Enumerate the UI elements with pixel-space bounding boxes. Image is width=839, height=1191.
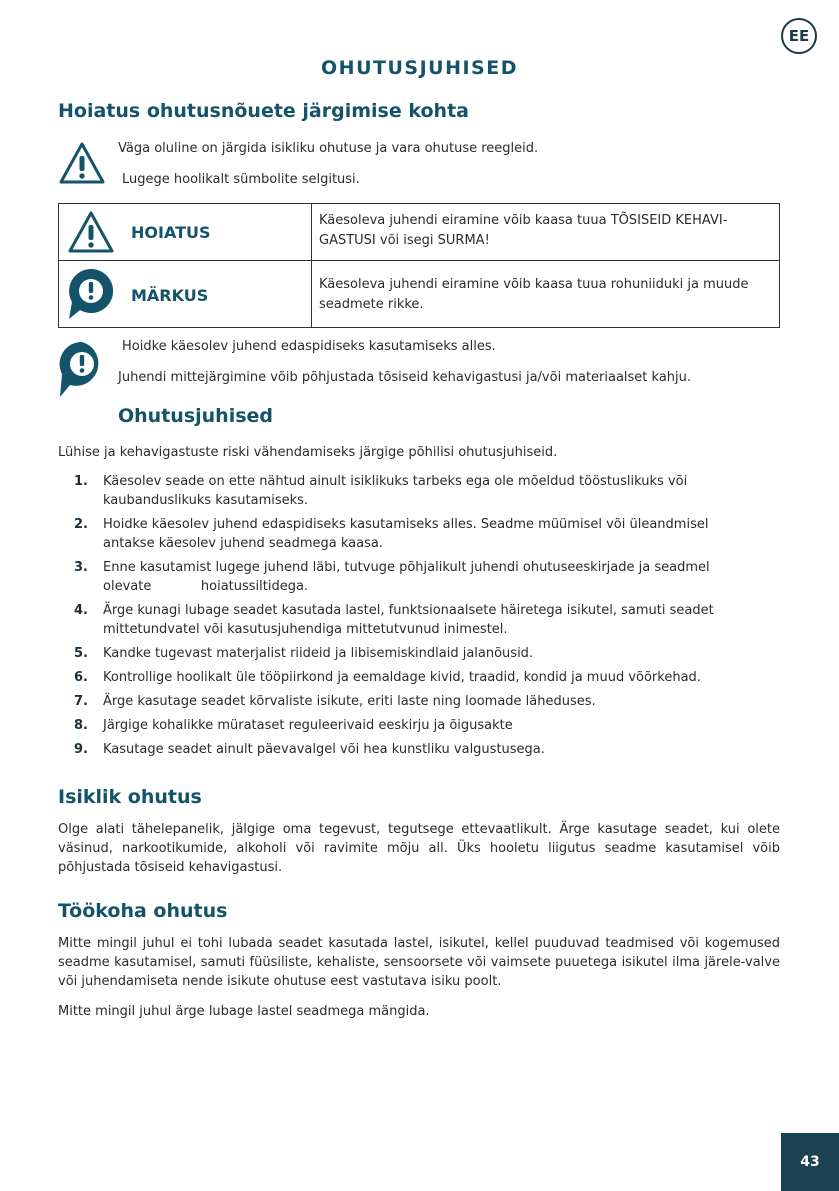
exclamation-bubble-icon xyxy=(67,267,115,321)
warning-line-2: Lugege hoolikalt sümbolite selgitusi. xyxy=(122,172,360,187)
item-text: Järgige kohalikke mürataset reguleerivaid eeskirju ja õigusakte xyxy=(103,718,513,733)
notice-line-1: Hoidke käesolev juhend edaspidiseks kasutamiseks alles. xyxy=(122,339,496,354)
document-title: OHUTUSJUHISED xyxy=(321,57,518,79)
item-text: Käesolev seade on ette nähtud ainult isiklikuks tarbeks ega ole mõeldud tööstuslikuks või xyxy=(103,474,688,489)
item-text: mittetundvatel või kasutusjuhendiga mittetutvunud inimestel. xyxy=(103,622,508,637)
workplace-safety-heading: Töökoha ohutus xyxy=(58,900,228,922)
item-text: Kasutage seadet ainult päevavalgel või hea kunstliku valgustusega. xyxy=(103,742,545,757)
warning-triangle-icon xyxy=(58,140,106,186)
symbol-table xyxy=(58,203,780,328)
item-number: 6. xyxy=(74,670,88,685)
item-text: Enne kasutamist lugege juhend läbi, tutvuge põhjalikult juhendi ohutuseeskirjade ja seadmel xyxy=(103,560,710,575)
table-row-warning xyxy=(59,204,779,261)
item-number: 2. xyxy=(74,517,88,532)
item-text: kaubanduslikuks kasutamiseks. xyxy=(103,493,309,508)
warning-heading: Hoiatus ohutusnõuete järgimise kohta xyxy=(58,100,469,122)
item-number: 5. xyxy=(74,646,88,661)
list-item xyxy=(58,601,780,639)
item-text: Kontrollige hoolikalt üle tööpiirkond ja eemaldage kivid, traadid, kondid ja muud võõrkehad. xyxy=(103,670,701,685)
exclamation-bubble-icon xyxy=(58,340,106,398)
symbol-cell xyxy=(59,261,312,327)
item-text: antakse käesolev juhend seadmega kaasa. xyxy=(103,536,383,551)
workplace-safety-text-1: Mitte mingil juhul ei tohi lubada seadet kasutada lastel, isikutel, kellel puuduvad teadmised või kogemused seadme kasutamisel, samuti füüsiliste, kehaliste, sensoorsete või vaimsete puuetega isikutel ilma järele-valve või juhendamiseta nende isikute ohutuse eest vastutava isiku poolt. xyxy=(58,936,780,989)
item-text: Kandke tugevast materjalist riideid ja libisemiskindlaid jalanõusid. xyxy=(103,646,534,661)
language-badge: EE xyxy=(781,18,817,54)
list-item xyxy=(58,558,780,596)
markus-label: MÄRKUS xyxy=(131,286,209,305)
item-number: 4. xyxy=(74,603,88,618)
list-item xyxy=(58,740,780,759)
description-cell xyxy=(319,211,777,267)
workplace-safety-text-2: Mitte mingil juhul ärge lubage lastel seadmega mängida. xyxy=(58,1004,430,1019)
personal-safety-text: Olge alati tähelepanelik, jälgige oma tegevust, tegutsege ettevaatlikult. Ärge kasutage seadet, kui olete väsinud, narkootikumide, alkoholi või ravimite mõju all. Üks hooletu liigutus seadme kasutamisel võib põhjustada tõsiseid kehavigastusi. xyxy=(58,822,780,875)
safety-heading: Ohutusjuhised xyxy=(118,405,273,427)
item-number: 7. xyxy=(74,694,88,709)
item-number: 9. xyxy=(74,742,88,757)
item-text: Hoidke käesolev juhend edaspidiseks kasutamiseks alles. Seadme müümisel või üleandmisel xyxy=(103,517,709,532)
safety-rules-list xyxy=(58,472,780,764)
item-number: 1. xyxy=(74,474,88,489)
list-item xyxy=(58,692,780,711)
personal-safety-heading: Isiklik ohutus xyxy=(58,786,202,808)
item-number: 3. xyxy=(74,560,88,575)
symbol-cell xyxy=(59,204,312,260)
list-item xyxy=(58,515,780,553)
description-cell xyxy=(319,275,777,341)
item-text: Ärge kasutage seadet kõrvaliste isikute, eriti laste ning loomade läheduses. xyxy=(103,694,596,709)
item-text: olevate hoiatussiltidega. xyxy=(103,579,309,594)
item-number: 8. xyxy=(74,718,88,733)
description-line: seadmete rikke. xyxy=(319,297,424,312)
description-line: Käesoleva juhendi eiramine võib kaasa tuua TÕSISEID KEHAVI- xyxy=(319,213,728,228)
notice-line-2: Juhendi mittejärgimine võib põhjustada tõsiseid kehavigastusi ja/või materiaalset kahju. xyxy=(118,370,692,385)
list-item xyxy=(58,472,780,510)
description-line: GASTUSI või isegi SURMA! xyxy=(319,233,490,248)
safety-intro: Lühise ja kehavigastuste riski vähendamiseks järgige põhilisi ohutusjuhiseid. xyxy=(58,445,558,460)
warning-line-1: Väga oluline on järgida isikliku ohutuse ja vara ohutuse reegleid. xyxy=(118,141,539,156)
list-item xyxy=(58,716,780,735)
table-row-notice xyxy=(59,261,779,327)
hoiatus-label: HOIATUS xyxy=(131,223,211,242)
item-text: Ärge kunagi lubage seadet kasutada lastel, funktsionaalsete häiretega isikutel, samuti seadet xyxy=(103,603,714,618)
page-number: 43 xyxy=(781,1133,839,1191)
warning-triangle-icon xyxy=(67,209,115,255)
list-item xyxy=(58,644,780,663)
description-line: Käesoleva juhendi eiramine võib kaasa tuua rohuniiduki ja muude xyxy=(319,277,749,292)
list-item xyxy=(58,668,780,687)
